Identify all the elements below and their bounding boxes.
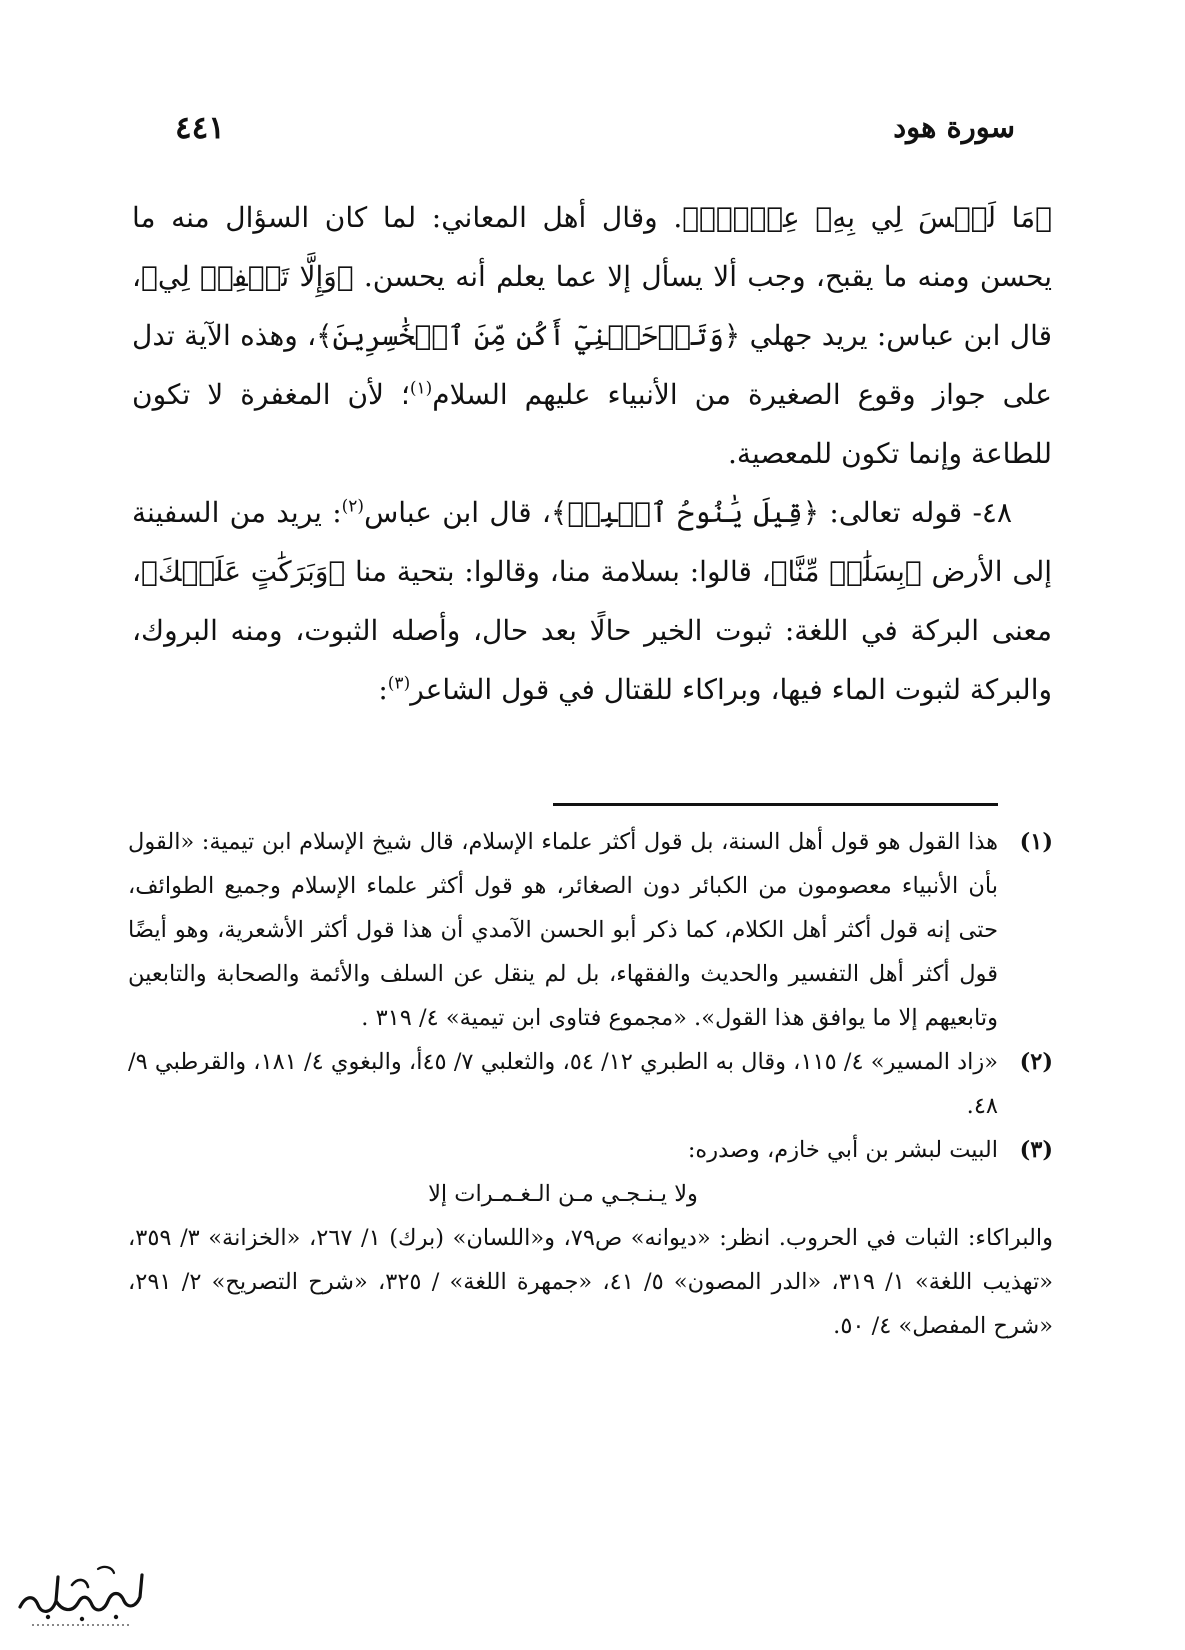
footnote-ref-3: (٣) xyxy=(387,673,411,694)
footnote-text: هذا القول هو قول أهل السنة، بل قول أكثر علماء الإسلام، قال شيخ الإسلام ابن تيمية: «القول بأن الأنبياء معصومون من الكبائر دون الصغائر، هو قول أكثر علماء الإسلام وجميع الطوائف، حتى إنه قول أكثر أهل الكلام، كما ذكر أبو الحسن الآمدي أن هذا قول أكثر الأشعرية، وهو أيضًا قول أكثر أهل التفسير والحديث والفقهاء، بل لم ينقل عن السلف والأئمة والصحابة والتابعين وتابعيهم إلا ما يوافق هذا القول». «مجموع فتاوى ابن تيمية» ٤/ ٣١٩ . xyxy=(128,829,998,1031)
text-run: ، قال ابن عباس: يريد جهلي xyxy=(132,260,1052,352)
text-run: ، وهذه الآية تدل على جواز وقوع الصغيرة من الأنبياء عليهم السلام xyxy=(132,319,1052,411)
main-text xyxy=(132,188,1052,719)
page-header xyxy=(175,110,1015,160)
text-run: : xyxy=(378,673,388,706)
quran-quote: ﴿مَا لَيۡسَ لِي بِهِۦ عِلۡمٌۖ﴾ xyxy=(682,201,1052,234)
footnotes xyxy=(128,820,1053,1348)
text-run: : يريد من السفينة إلى الأرض xyxy=(132,496,1053,588)
footnote-ref-2: (٢) xyxy=(341,496,365,517)
footnote-text: البيت لبشر بن أبي خازم، وصدره: xyxy=(687,1137,998,1163)
footnote-3 xyxy=(128,1128,1053,1172)
text-run: ، قالوا: بسلامة منا، وقالوا: بتحية منا xyxy=(354,555,771,588)
footnote-ref-1: (١) xyxy=(409,378,433,399)
quran-quote: ﴿بِسَلَٰمٖ مِّنَّا﴾ xyxy=(770,555,922,588)
footnote-text: «زاد المسير» ٤/ ١١٥، وقال به الطبري ١٢/ ٥٤، والثعلبي ٧/ ٤٥أ، والبغوي ٤/ ١٨١، والقرطبي ٩/ ٤٨. xyxy=(128,1049,999,1119)
poetry-verse: ولا يـنـجـي مـن الـغـمـرات إلا xyxy=(428,1181,698,1207)
text-run: ، معنى البركة في اللغة: ثبوت الخير حالًا بعد حال، وأصله الثبوت، ومنه البروك، والبركة لثبوت الماء فيها، وبراكاء للقتال في قول الشاعر xyxy=(132,555,1052,706)
paragraph-2 xyxy=(132,483,1052,719)
footnote-number: (٣) xyxy=(1019,1137,1053,1163)
footnote-divider xyxy=(553,803,998,806)
text-run: ؛ لأن المغفرة لا تكون للطاعة وإنما تكون للمعصية. xyxy=(132,378,1052,470)
footnote-1 xyxy=(128,820,1053,1040)
footnote-number: (٢) xyxy=(1019,1049,1053,1075)
text-run: ، قال ابن عباس xyxy=(364,496,551,529)
footnote-2 xyxy=(128,1040,1053,1128)
paragraph-1 xyxy=(132,188,1052,483)
footnote-3-continuation: والبراكاء: الثبات في الحروب. انظر: «ديوانه» ص٧٩، و«اللسان» (برك) ١/ ٢٦٧، «الخزانة» ٣/ ٣٥٩، «تهذيب اللغة» ١/ ٣١٩، «الدر المصون» ٥/ ٤١، «جمهرة اللغة» / ٣٢٥، «شرح التصريح» ٢/ ٢٩١، «شرح المفصل» ٤/ ٥٠. xyxy=(128,1225,1054,1339)
text-run: ٤٨- قوله تعالى: xyxy=(829,496,1012,529)
text-run: . وقال أهل المعاني: لما كان السؤال منه ما يحسن ومنه ما يقبح، وجب ألا يسأل إلا عما يعلم أنه يحسن. xyxy=(132,201,1052,293)
quran-quote: ﴿وَتَرۡحَمۡنِيٓ أَكُن مِّنَ ٱلۡخَٰسِرِينَ﴾ xyxy=(316,319,741,352)
library-stamp-icon xyxy=(12,1555,152,1630)
quran-quote: ﴿قِيلَ يَٰنُوحُ ٱهۡبِطۡ﴾ xyxy=(550,496,820,529)
quran-quote: ﴿وَبَرَكَٰتٍ عَلَيۡكَ﴾ xyxy=(141,555,346,588)
quran-quote: ﴿وَإِلَّا تَغۡفِرۡ لِي﴾ xyxy=(141,260,354,293)
surah-title: سورة هود xyxy=(893,110,1015,144)
footnote-number: (١) xyxy=(1019,829,1053,855)
page-number: ٤٤١ xyxy=(175,110,225,146)
